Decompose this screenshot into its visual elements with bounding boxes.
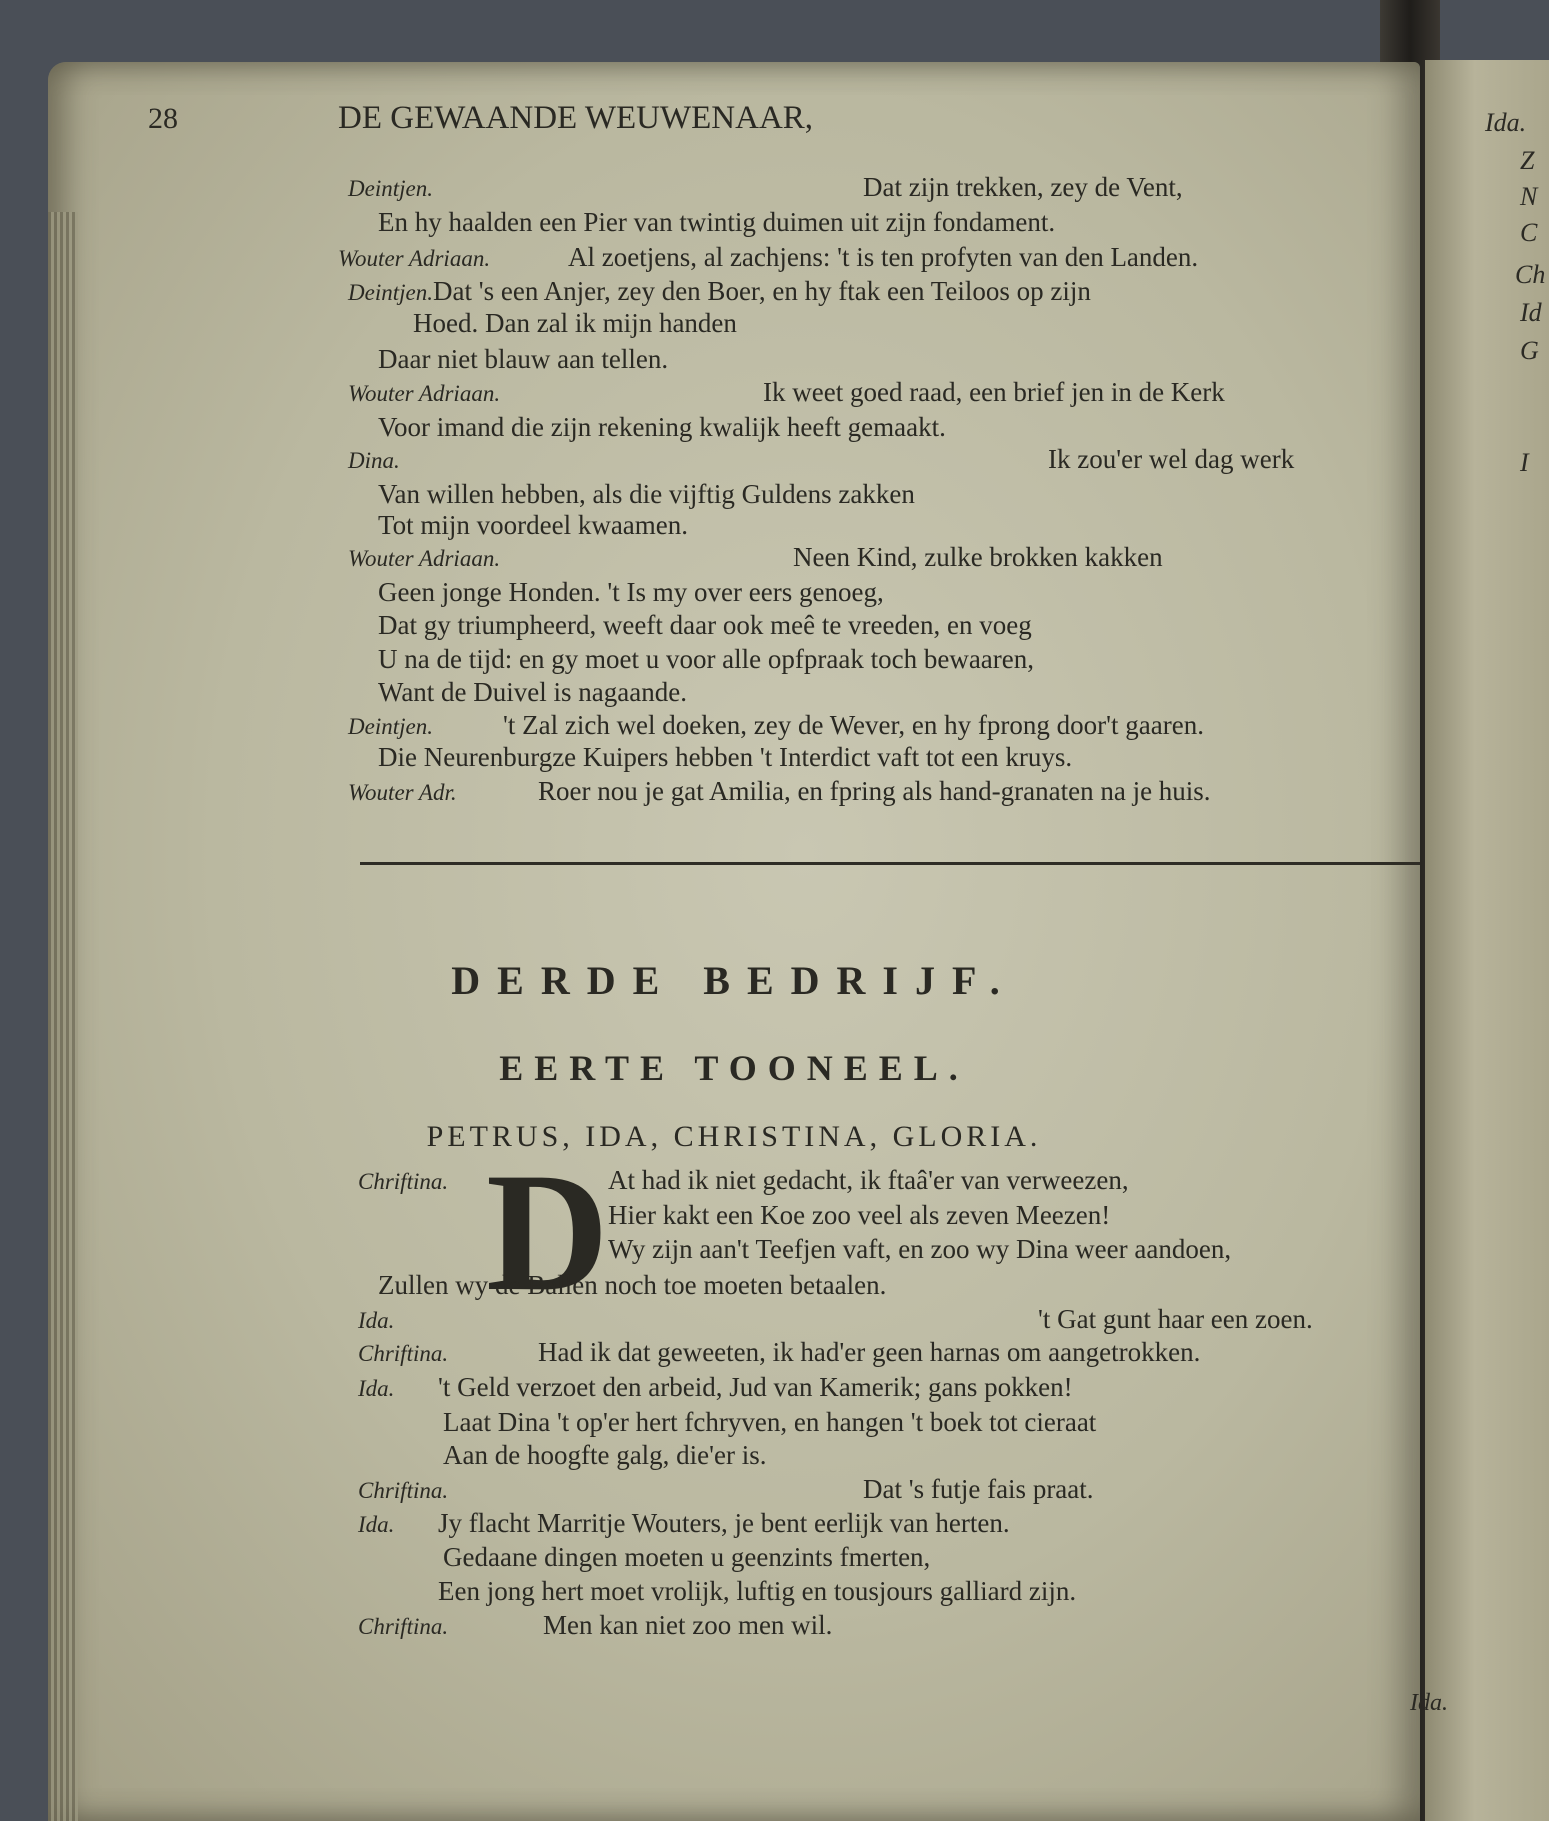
verse-line: Laat Dina 't op'er hert fchryven, en hangen 't boek tot cieraat	[443, 1407, 1097, 1437]
verse-line: Dat zijn trekken, zey de Vent,	[863, 172, 1183, 202]
facing-fragment: Ch	[1515, 260, 1546, 289]
verse-line: Geen jonge Honden. 't Is my over eers genoeg,	[378, 577, 884, 607]
speaker-name: Wouter Adriaan.	[348, 546, 501, 571]
verse-line: U na de tijd: en gy moet u voor alle opfpraak toch bewaaren,	[378, 644, 1035, 674]
section-rule	[360, 862, 1420, 865]
verse-line: Daar niet blauw aan tellen.	[378, 344, 669, 374]
verse-line: Roer nou je gat Amilia, en fpring als hand-granaten na je huis.	[538, 776, 1211, 806]
speaker-name: Chriftina.	[358, 1169, 449, 1194]
verse-line: Voor imand die zijn rekening kwalijk heeft gemaakt.	[378, 412, 946, 442]
verse-line: Men kan niet zoo men wil.	[543, 1610, 833, 1640]
facing-fragment: Ida.	[1485, 108, 1527, 137]
running-head-title: DE GEWAANDE WEUWENAAR,	[338, 100, 814, 136]
verse-line: 't Gat gunt haar een zoen.	[1038, 1304, 1313, 1334]
verse-line: Gedaane dingen moeten u geenzints fmerten,	[443, 1542, 931, 1572]
book-page	[48, 62, 1448, 1821]
running-head	[148, 100, 814, 137]
verse-line: Had ik dat geweeten, ik had'er geen harnas om aangetrokken.	[538, 1337, 1201, 1367]
speaker-name: Wouter Adr.	[348, 780, 457, 805]
speaker-name: Ida.	[358, 1512, 395, 1537]
act-title: DERDE BEDRIJF.	[451, 958, 1017, 1003]
verse-line: Ik zou'er wel dag werk	[1048, 444, 1295, 474]
page-number: 28	[148, 102, 178, 135]
facing-fragment: I	[1520, 448, 1529, 477]
speaker-name: Chriftina.	[358, 1341, 449, 1366]
speaker-name: Chriftina.	[358, 1614, 449, 1639]
speaker-name: Chriftina.	[358, 1478, 449, 1503]
catchword: Ida.	[1410, 1690, 1448, 1716]
verse-line: Neen Kind, zulke brokken kakken	[793, 542, 1163, 572]
verse-line: Zullen wy de Ballen noch toe moeten betaalen.	[378, 1270, 887, 1300]
speaker-name: Ida.	[358, 1308, 395, 1333]
facing-fragment: Z	[1520, 146, 1535, 175]
verse-line: Die Neurenburgze Kuipers hebben 't Interdict vaft tot een kruys.	[378, 742, 1073, 772]
verse-line: Hoed. Dan zal ik mijn handen	[413, 308, 737, 338]
verse-line: Een jong hert moet vrolijk, luftig en tousjours galliard zijn.	[438, 1576, 1077, 1606]
verse-line: En hy haalden een Pier van twintig duimen uit zijn fondament.	[378, 207, 1056, 237]
facing-page	[1425, 60, 1549, 1821]
verse-line: 't Zal zich wel doeken, zey de Wever, en hy fprong door't gaaren.	[503, 710, 1204, 740]
verse-line: Al zoetjens, al zachjens: 't is ten profyten van den Landen.	[568, 242, 1199, 272]
verse-line: 't Geld verzoet den arbeid, Jud van Kamerik; gans pokken!	[438, 1372, 1073, 1402]
verse-line: Tot mijn voordeel kwaamen.	[378, 510, 689, 540]
character-list: PETRUS, IDA, CHRISTINA, GLORIA.	[426, 1120, 1042, 1153]
verse-line: Dat 's futje fais praat.	[863, 1474, 1094, 1504]
facing-fragment: C	[1520, 218, 1538, 247]
page-edge-stack	[48, 212, 78, 1821]
verse-line: Van willen hebben, als die vijftig Guldens zakken	[378, 479, 915, 509]
facing-fragment: G	[1520, 336, 1539, 365]
verse-line: Wy zijn aan't Teefjen vaft, en zoo wy Dina weer aandoen,	[608, 1234, 1232, 1264]
speaker-name: Wouter Adriaan.	[338, 246, 491, 271]
verse-line: At had ik niet gedacht, ik ftaâ'er van verweezen,	[608, 1165, 1129, 1195]
speaker-name: Deintjen.	[348, 280, 433, 305]
speaker-name: Deintjen.	[348, 176, 433, 201]
verse-line: Hier kakt een Koe zoo veel als zeven Meezen!	[608, 1200, 1111, 1230]
drop-cap: D	[486, 1138, 609, 1326]
verse-line: Want de Duivel is nagaande.	[378, 677, 687, 707]
scene-title: EERTE TOONEEL.	[499, 1048, 969, 1088]
speaker-name: Dina.	[348, 448, 400, 473]
facing-fragment: N	[1520, 182, 1538, 211]
facing-fragment: Id	[1520, 298, 1542, 327]
verse-line: Aan de hoogfte galg, die'er is.	[443, 1440, 767, 1470]
verse-line: Ik weet goed raad, een brief jen in de Kerk	[763, 377, 1225, 407]
verse-line: Dat gy triumpheerd, weeft daar ook meê te vreeden, en voeg	[378, 610, 1032, 640]
verse-line: Dat 's een Anjer, zey den Boer, en hy ftak een Teiloos op zijn	[433, 276, 1091, 306]
speaker-name: Wouter Adriaan.	[348, 381, 501, 406]
verse-line: Jy flacht Marritje Wouters, je bent eerlijk van herten.	[438, 1508, 1010, 1538]
speaker-name: Ida.	[358, 1376, 395, 1401]
speaker-name: Deintjen.	[348, 714, 433, 739]
